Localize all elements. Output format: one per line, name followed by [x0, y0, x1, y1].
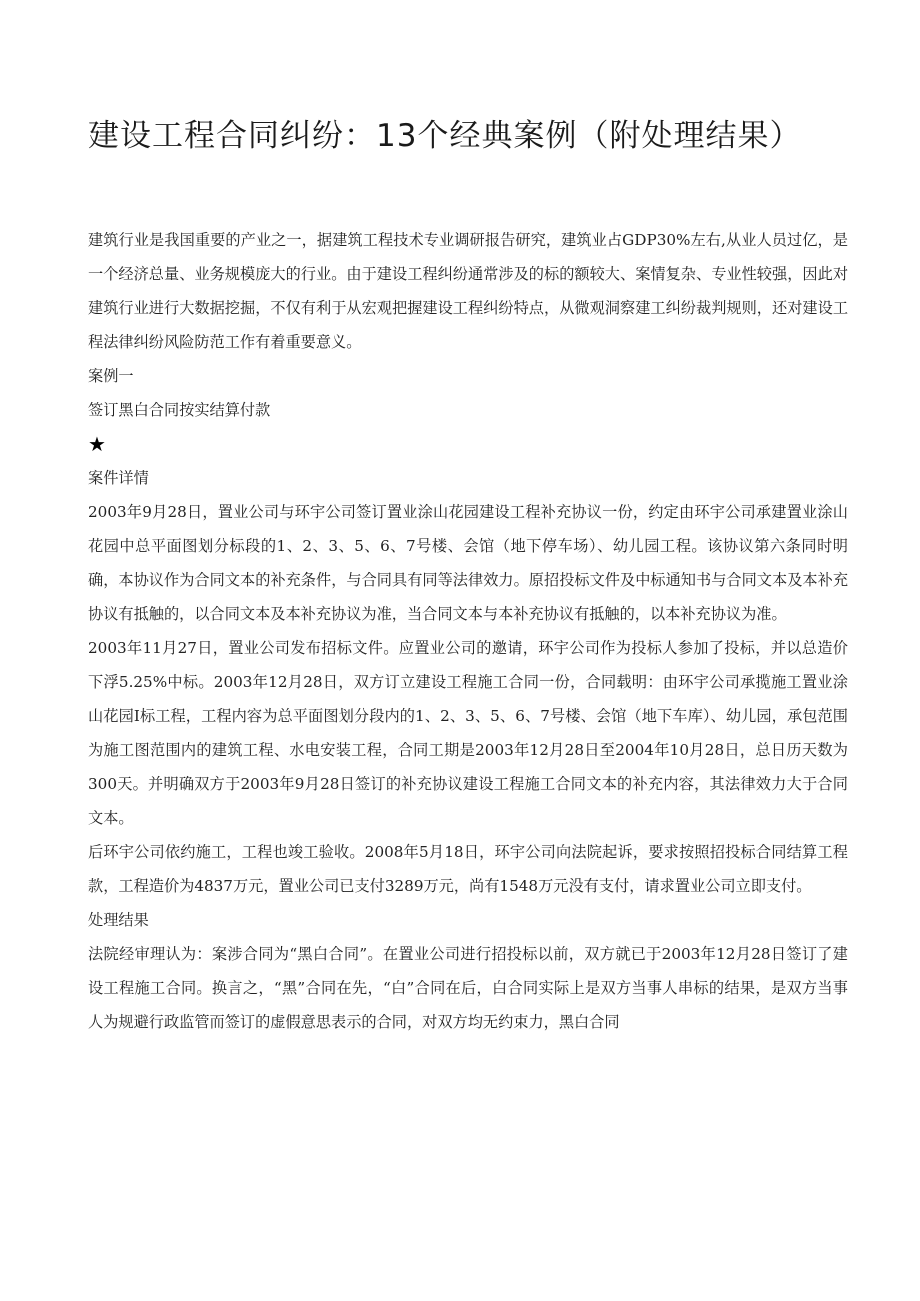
details-paragraph-2: 2003年11月27日，置业公司发布招标文件。应置业公司的邀请，环宇公司作为投标人参加了投标，并以总造价下浮5.25%中标。2003年12月28日，双方订立建设工程施工合同一份，合同载明：由环宇公司承揽施工置业涂山花园I标工程，工程内容为总平面图划分段内的1、2、3、5、6、7号楼、会馆（地下车库）、幼儿园，承包范围为施工图范围内的建筑工程、水电安装工程，合同工期是2003年12月28日至2004年10月28日，总日历天数为300天。并明确双方于2003年9月28日签订的补充协议建设工程施工合同文本的补充内容，其法律效力大于合同文本。	[88, 639, 848, 827]
details-paragraph-3: 后环宇公司依约施工，工程也竣工验收。2008年5月18日，环宇公司向法院起诉，要求按照招投标合同结算工程款，工程造价为4837万元，置业公司已支付3289万元，尚有1548万元没有支付，请求置业公司立即支付。	[88, 843, 848, 895]
star-divider: ★	[88, 432, 106, 456]
result-paragraph: 法院经审理认为：案涉合同为“黑白合同”。在置业公司进行招投标以前，双方就已于2003年12月28日签订了建设工程施工合同。换言之，“黑”合同在先，“白”合同在后，白合同实际上是双方当事人串标的结果，是双方当事人为规避行政监管而签订的虚假意思表示的合同，对双方均无约束力，黑白合同	[88, 945, 848, 1031]
details-paragraph-1: 2003年9月28日，置业公司与环宇公司签订置业涂山花园建设工程补充协议一份，约定由环宇公司承建置业涂山花园中总平面图划分标段的1、2、3、5、6、7号楼、会馆（地下停车场）、幼儿园工程。该协议第六条同时明确，本协议作为合同文本的补充条件，与合同具有同等法律效力。原招投标文件及中标通知书与合同文本及本补充协议有抵触的，以合同文本及本补充协议为准，当合同文本与本补充协议有抵触的，以本补充协议为准。	[88, 503, 848, 623]
case-subtitle: 签订黑白合同按实结算付款	[88, 401, 271, 419]
section-heading-details: 案件详情	[88, 469, 149, 487]
section-heading-result: 处理结果	[88, 911, 149, 929]
case-heading: 案例一	[88, 367, 134, 385]
intro-paragraph: 建筑行业是我国重要的产业之一，据建筑工程技术专业调研报告研究，建筑业占GDP30%左右,从业人员过亿，是一个经济总量、业务规模庞大的行业。由于建设工程纠纷通常涉及的标的额较大、案情复杂、专业性较强，因此对建筑行业进行大数据挖掘，不仅有利于从宏观把握建设工程纠纷特点，从微观洞察建工纠纷裁判规则，还对建设工程法律纠纷风险防范工作有着重要意义。	[88, 231, 848, 351]
document-title: 建设工程合同纠纷：13个经典案例（附处理结果）	[88, 118, 802, 154]
document-body	[88, 223, 848, 1039]
